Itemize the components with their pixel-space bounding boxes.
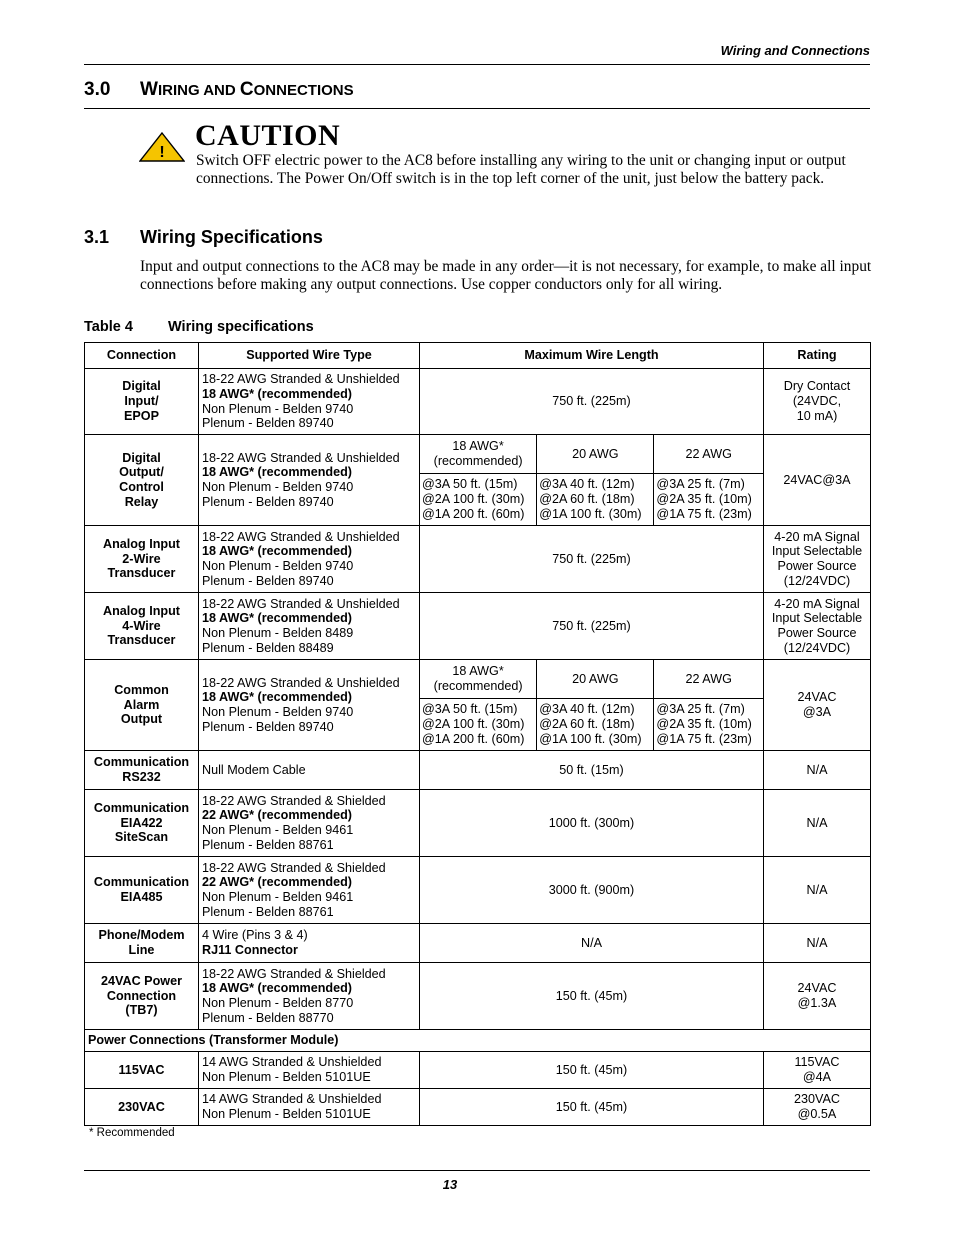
cell-line: Communication bbox=[93, 755, 190, 770]
cell-line: SiteScan bbox=[114, 830, 169, 845]
awg-header-cell bbox=[420, 435, 537, 474]
cell-line: 115VAC bbox=[794, 1055, 840, 1070]
cell-line: 18-22 AWG Stranded & Shielded bbox=[202, 966, 386, 981]
table-caption-label: Table 4 bbox=[84, 319, 133, 335]
cell-line: Non Plenum - Belden 9461 bbox=[202, 890, 354, 904]
cell-line: (recommended) bbox=[433, 454, 523, 468]
wire-type-cell bbox=[199, 369, 420, 435]
cell-line: 4-20 mA Signal bbox=[774, 529, 860, 544]
cell-line: Plenum - Belden 88761 bbox=[202, 837, 334, 852]
awg-header-cell bbox=[654, 435, 763, 474]
awg-value-cell bbox=[420, 699, 537, 751]
cell-line: Non Plenum - Belden 9461 bbox=[202, 823, 354, 837]
connection-cell bbox=[85, 790, 199, 857]
cell-line: N/A bbox=[806, 935, 828, 950]
power-section-title: Power Connections (Transformer Module) bbox=[85, 1030, 871, 1052]
cell-line: Communication bbox=[93, 875, 190, 890]
wire-type-cell bbox=[199, 857, 420, 924]
cell-line: @1A 75 ft. (23m) bbox=[656, 506, 752, 521]
connection-cell bbox=[85, 435, 199, 526]
section-title-w: W bbox=[140, 79, 158, 100]
page-number: 13 bbox=[442, 1177, 458, 1192]
cell-line: 18-22 AWG Stranded & Unshielded bbox=[202, 450, 400, 465]
cell-line: Line bbox=[128, 943, 155, 957]
awg-value-cell bbox=[537, 474, 654, 526]
subsection-title-text: Wiring Specifications bbox=[140, 227, 323, 247]
cell-line: 22 AWG* (recommended) bbox=[202, 808, 352, 823]
cell-line: 230VAC bbox=[118, 1099, 165, 1114]
cell-line: @1A 75 ft. (23m) bbox=[656, 731, 752, 746]
rating-cell bbox=[764, 857, 871, 924]
cell-line: 10 mA) bbox=[796, 408, 838, 423]
subtable-head-row bbox=[420, 435, 763, 474]
cell-line: N/A bbox=[806, 762, 828, 777]
cell-line: Digital bbox=[122, 379, 161, 394]
rating-cell bbox=[764, 369, 871, 435]
cell-line: Non Plenum - Belden 8489 bbox=[202, 626, 354, 640]
cell-line: @4A bbox=[802, 1070, 832, 1084]
cell-line: 24VAC bbox=[797, 690, 837, 705]
table-row bbox=[85, 963, 871, 1030]
table-caption bbox=[84, 319, 314, 335]
table-row bbox=[85, 790, 871, 857]
connection-cell bbox=[85, 924, 199, 963]
max-length-cell: 750 ft. (225m) bbox=[420, 593, 764, 660]
max-length-cell: 150 ft. (45m) bbox=[420, 1089, 764, 1126]
connection-cell bbox=[85, 593, 199, 660]
wire-type-cell bbox=[199, 1089, 420, 1126]
section-rule bbox=[84, 108, 870, 109]
cell-line: 20 AWG bbox=[572, 446, 619, 461]
wire-type-cell bbox=[199, 660, 420, 751]
max-length-cell: 3000 ft. (900m) bbox=[420, 857, 764, 924]
max-length-cell: 50 ft. (15m) bbox=[420, 751, 764, 790]
rating-cell bbox=[764, 1089, 871, 1126]
cell-line: 22 AWG* (recommended) bbox=[202, 875, 352, 890]
table-row bbox=[85, 593, 871, 660]
cell-line: Analog Input bbox=[103, 603, 180, 618]
connection-cell bbox=[85, 963, 199, 1030]
cell-line: @3A 40 ft. (12m) bbox=[539, 702, 635, 717]
cell-line: Non Plenum - Belden 8770 bbox=[202, 996, 354, 1010]
awg-value-cell bbox=[420, 474, 537, 526]
cell-line: Output bbox=[120, 712, 163, 727]
cell-line: 18-22 AWG Stranded & Unshielded bbox=[202, 675, 400, 690]
awg-value-cell bbox=[537, 699, 654, 751]
table-row bbox=[85, 751, 871, 790]
cell-line: Communication bbox=[93, 800, 190, 815]
cell-line: (24VDC, bbox=[792, 394, 842, 409]
header-max-length: Maximum Wire Length bbox=[420, 343, 764, 369]
awg-value-cell bbox=[654, 474, 763, 526]
cell-line: EPOP bbox=[124, 408, 159, 423]
cell-line: Plenum - Belden 88770 bbox=[202, 1010, 334, 1025]
cell-line: 14 AWG Stranded & Unshielded bbox=[202, 1092, 382, 1107]
cell-line: 18-22 AWG Stranded & Shielded bbox=[202, 793, 386, 808]
cell-line: Non Plenum - Belden 9740 bbox=[202, 559, 354, 573]
cell-line: Non Plenum - Belden 5101UE bbox=[202, 1107, 371, 1121]
cell-line: 18-22 AWG Stranded & Unshielded bbox=[202, 529, 400, 544]
cell-line: Null Modem Cable bbox=[202, 762, 306, 777]
cell-line: Power Source bbox=[777, 626, 857, 640]
wiring-spec-table bbox=[84, 342, 871, 1126]
connection-cell bbox=[85, 751, 199, 790]
cell-line: Plenum - Belden 89740 bbox=[202, 494, 334, 509]
rating-cell bbox=[764, 593, 871, 660]
table-row bbox=[85, 857, 871, 924]
awg-header-cell bbox=[537, 435, 654, 474]
wire-type-cell bbox=[199, 924, 420, 963]
cell-line: 4-Wire bbox=[122, 618, 161, 633]
cell-line: @0.5A bbox=[797, 1107, 837, 1121]
wire-type-cell bbox=[199, 526, 420, 593]
wire-type-cell bbox=[199, 963, 420, 1030]
cell-line: 18 AWG* (recommended) bbox=[202, 981, 352, 996]
cell-line: Output/ bbox=[119, 465, 164, 480]
cell-line: @2A 60 ft. (18m) bbox=[539, 717, 635, 732]
cell-line: Plenum - Belden 88489 bbox=[202, 640, 334, 655]
connection-cell bbox=[85, 1052, 199, 1089]
subtable-value-row bbox=[420, 699, 763, 751]
cell-line: 22 AWG bbox=[685, 671, 732, 686]
cell-line: Plenum - Belden 89740 bbox=[202, 719, 334, 734]
wire-type-cell bbox=[199, 435, 420, 526]
cell-line: (TB7) bbox=[125, 1003, 158, 1018]
section-title-iring: IRING AND bbox=[157, 82, 240, 99]
cell-line: EIA422 bbox=[120, 815, 163, 830]
power-section-row bbox=[85, 1030, 871, 1052]
cell-line: @2A 35 ft. (10m) bbox=[656, 717, 752, 732]
cell-line: 24VAC@3A bbox=[783, 472, 851, 487]
cell-line: 22 AWG bbox=[685, 446, 732, 461]
connection-cell bbox=[85, 1089, 199, 1126]
cell-line: Transducer bbox=[107, 566, 176, 581]
cell-line: N/A bbox=[806, 815, 828, 830]
cell-line: Transducer bbox=[107, 633, 176, 648]
warning-triangle-icon bbox=[139, 132, 185, 162]
table-caption-title: Wiring specifications bbox=[168, 319, 314, 335]
max-length-cell: 150 ft. (45m) bbox=[420, 1052, 764, 1089]
cell-line: @1.3A bbox=[797, 996, 837, 1010]
rating-cell bbox=[764, 526, 871, 593]
header-rating: Rating bbox=[764, 343, 871, 369]
footnote: * Recommended bbox=[89, 1127, 175, 1139]
cell-line: Non Plenum - Belden 9740 bbox=[202, 480, 354, 494]
cell-line: 18 AWG* bbox=[452, 664, 504, 679]
section-number: 3.0 bbox=[84, 79, 111, 100]
cell-line: 230VAC bbox=[794, 1092, 840, 1107]
cell-line: 18 AWG* (recommended) bbox=[202, 386, 352, 401]
max-length-cell bbox=[420, 660, 764, 751]
table-row bbox=[85, 435, 871, 526]
cell-line: Common bbox=[114, 682, 169, 697]
footer-rule bbox=[84, 1170, 870, 1171]
cell-line: 115VAC bbox=[118, 1062, 165, 1077]
cell-line: (12/24VDC) bbox=[783, 573, 851, 588]
cell-line: 20 AWG bbox=[572, 671, 619, 686]
subsection-title bbox=[84, 227, 323, 248]
table-row bbox=[85, 1052, 871, 1089]
cell-line: Power Source bbox=[777, 559, 857, 573]
cell-line: Non Plenum - Belden 9740 bbox=[202, 401, 354, 416]
max-length-cell: 750 ft. (225m) bbox=[420, 369, 764, 435]
cell-line: 2-Wire bbox=[122, 551, 161, 566]
wire-type-cell bbox=[199, 790, 420, 857]
intro-paragraph: Input and output connections to the AC8 may be made in any order—it is not necessary, for example, to make all input connections before making any output connections. Use copper conductors only for all wiring. bbox=[140, 258, 872, 293]
wire-length-subtable bbox=[420, 435, 763, 525]
cell-line: Input Selectable bbox=[771, 544, 863, 559]
cell-line: @1A 200 ft. (60m) bbox=[422, 731, 525, 746]
cell-line: 24VAC bbox=[797, 981, 837, 996]
cell-line: Control bbox=[119, 480, 164, 494]
cell-line: Relay bbox=[124, 494, 159, 509]
cell-line: 18 AWG* (recommended) bbox=[202, 611, 352, 626]
cell-line: @3A bbox=[802, 705, 832, 719]
cell-line: 18 AWG* (recommended) bbox=[202, 690, 352, 705]
rating-cell bbox=[764, 660, 871, 751]
cell-line: Non Plenum - Belden 9740 bbox=[202, 705, 354, 719]
cell-line: @3A 50 ft. (15m) bbox=[422, 702, 518, 717]
cell-line: @3A 25 ft. (7m) bbox=[656, 702, 745, 717]
cell-line: EIA485 bbox=[120, 890, 163, 904]
cell-line: (recommended) bbox=[433, 679, 523, 693]
running-header: Wiring and Connections bbox=[720, 43, 870, 58]
wire-type-cell bbox=[199, 751, 420, 790]
subtable-value-row bbox=[420, 474, 763, 526]
rating-cell bbox=[764, 751, 871, 790]
cell-line: @3A 25 ft. (7m) bbox=[656, 477, 745, 492]
cell-line: Non Plenum - Belden 5101UE bbox=[202, 1070, 371, 1084]
cell-line: Input Selectable bbox=[771, 611, 863, 626]
cell-line: Alarm bbox=[123, 697, 160, 712]
section-title bbox=[84, 79, 354, 101]
cell-line: Dry Contact bbox=[783, 379, 851, 394]
table-row bbox=[85, 1089, 871, 1126]
section-title-onnections: ONNECTIONS bbox=[253, 82, 354, 99]
cell-line: (12/24VDC) bbox=[783, 640, 851, 655]
rating-cell bbox=[764, 790, 871, 857]
subsection-number: 3.1 bbox=[84, 227, 110, 247]
cell-line: Plenum - Belden 88761 bbox=[202, 904, 334, 919]
max-length-cell bbox=[420, 435, 764, 526]
table-row bbox=[85, 924, 871, 963]
awg-header-cell bbox=[420, 660, 537, 699]
cell-line: Input/ bbox=[124, 394, 159, 409]
connection-cell bbox=[85, 857, 199, 924]
cell-line: Analog Input bbox=[103, 536, 180, 551]
cell-line: 18 AWG* (recommended) bbox=[202, 465, 352, 480]
rating-cell bbox=[764, 435, 871, 526]
cell-line: 24VAC Power bbox=[101, 973, 182, 988]
section-title-c: C bbox=[239, 79, 254, 100]
cell-line: 4 Wire (Pins 3 & 4) bbox=[202, 928, 308, 943]
cell-line: 18-22 AWG Stranded & Unshielded bbox=[202, 596, 400, 611]
cell-line: 14 AWG Stranded & Unshielded bbox=[202, 1055, 382, 1070]
max-length-cell: 750 ft. (225m) bbox=[420, 526, 764, 593]
cell-line: 18-22 AWG Stranded & Shielded bbox=[202, 860, 386, 875]
table-row bbox=[85, 660, 871, 751]
cell-line: 18-22 AWG Stranded & Unshielded bbox=[202, 372, 400, 387]
cell-line: @1A 100 ft. (30m) bbox=[539, 731, 642, 746]
cell-line: Plenum - Belden 89740 bbox=[202, 573, 334, 588]
table-row bbox=[85, 369, 871, 435]
header-wire-type: Supported Wire Type bbox=[199, 343, 420, 369]
header-connection: Connection bbox=[85, 343, 199, 369]
cell-line: @2A 35 ft. (10m) bbox=[656, 492, 752, 507]
connection-cell bbox=[85, 526, 199, 593]
cell-line: 18 AWG* bbox=[452, 439, 504, 454]
cell-line: @2A 60 ft. (18m) bbox=[539, 492, 635, 507]
connection-cell bbox=[85, 369, 199, 435]
cell-line: RJ11 Connector bbox=[202, 943, 298, 957]
cell-line: RS232 bbox=[122, 770, 161, 784]
cell-line: @1A 100 ft. (30m) bbox=[539, 506, 642, 521]
cell-line: Connection bbox=[106, 988, 177, 1003]
cell-line: Digital bbox=[122, 450, 161, 465]
cell-line: Plenum - Belden 89740 bbox=[202, 416, 334, 431]
cell-line: @3A 50 ft. (15m) bbox=[422, 477, 518, 492]
max-length-cell: 150 ft. (45m) bbox=[420, 963, 764, 1030]
wire-length-subtable bbox=[420, 660, 763, 750]
svg-text:!: ! bbox=[159, 144, 165, 161]
connection-cell bbox=[85, 660, 199, 751]
rating-cell bbox=[764, 1052, 871, 1089]
header-rule bbox=[84, 64, 870, 65]
awg-value-cell bbox=[654, 699, 763, 751]
cell-line: N/A bbox=[806, 882, 828, 897]
table-row bbox=[85, 526, 871, 593]
cell-line: @3A 40 ft. (12m) bbox=[539, 477, 635, 492]
awg-header-cell bbox=[537, 660, 654, 699]
cell-line: Phone/Modem bbox=[98, 928, 185, 943]
awg-header-cell bbox=[654, 660, 763, 699]
rating-cell bbox=[764, 924, 871, 963]
wire-type-cell bbox=[199, 1052, 420, 1089]
max-length-cell: 1000 ft. (300m) bbox=[420, 790, 764, 857]
cell-line: @2A 100 ft. (30m) bbox=[422, 492, 525, 507]
cell-line: @1A 200 ft. (60m) bbox=[422, 506, 525, 521]
max-length-cell: N/A bbox=[420, 924, 764, 963]
cell-line: 4-20 mA Signal bbox=[774, 596, 860, 611]
subtable-head-row bbox=[420, 660, 763, 699]
cell-line: 18 AWG* (recommended) bbox=[202, 544, 352, 559]
wire-type-cell bbox=[199, 593, 420, 660]
rating-cell bbox=[764, 963, 871, 1030]
caution-title: CAUTION bbox=[195, 119, 341, 152]
caution-text: Switch OFF electric power to the AC8 before installing any wiring to the unit or changing input or output connections. The Power On/Off switch is in the top left corner of the unit, just below the battery pack. bbox=[196, 152, 846, 187]
cell-line: @2A 100 ft. (30m) bbox=[422, 717, 525, 732]
